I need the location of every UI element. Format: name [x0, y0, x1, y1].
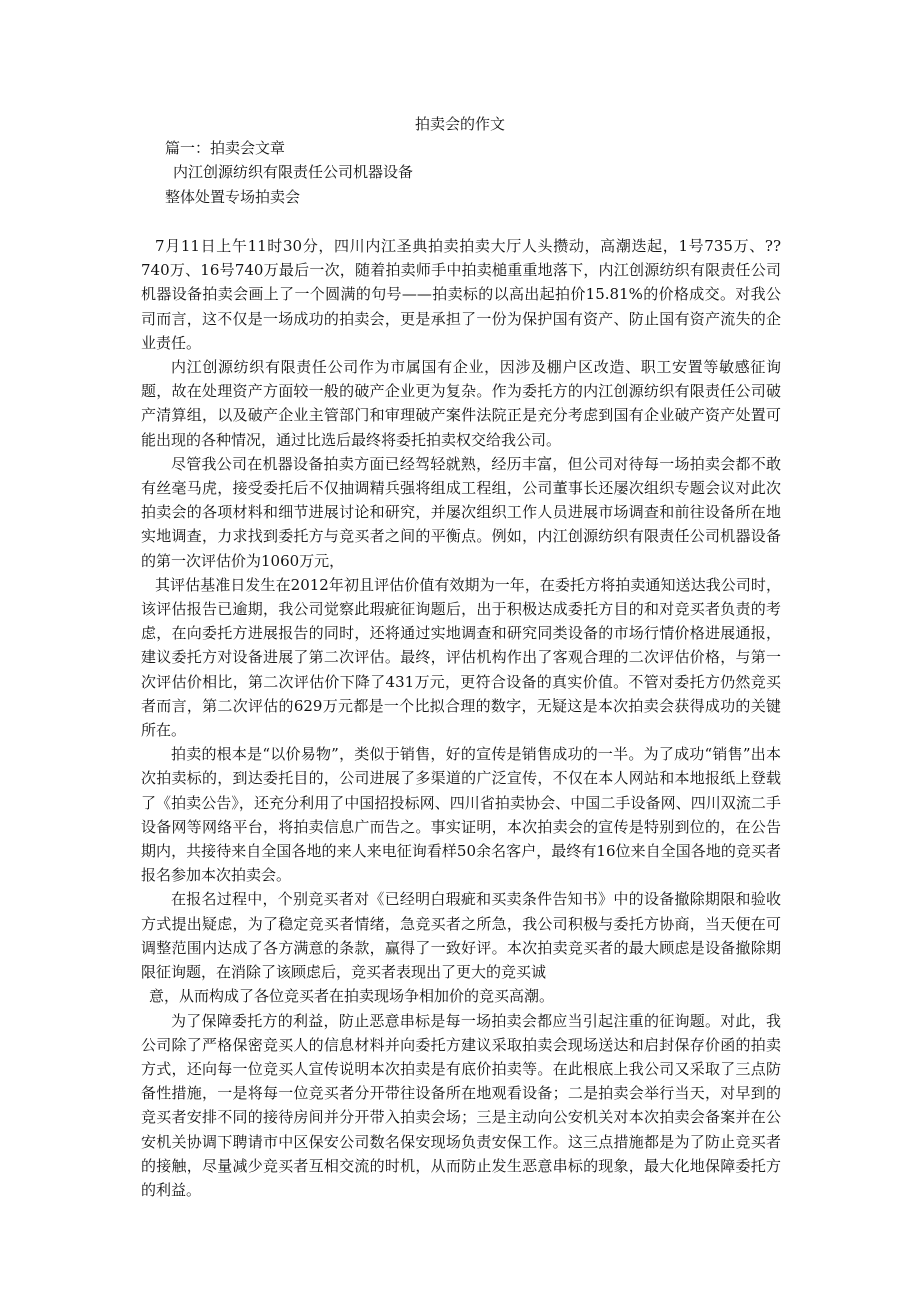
paragraph-1: 7月11日上午11时30分，四川内江圣典拍卖拍卖大厅人头攒动，高潮迭起，1号735万、??740万、16号740万最后一次，随着拍卖师手中拍卖槌重重地落下，内江创源纺织有限责任公司机器设备拍卖会画上了一个圆满的句号——拍卖标的以高出起拍价15.81%的价格成交。对我公司而言，这不仅是一场成功的拍卖会，更是承担了一份为保护国有资产、防止国有资产流失的企业责任。	[141, 237, 781, 352]
subheading-auction: 整体处置专场拍卖会	[165, 188, 301, 206]
document-body	[141, 234, 781, 1202]
paragraph-8: 为了保障委托方的利益，防止恶意串标是每一场拍卖会都应当引起注重的征询题。对此，我公司除了严格保密竞买人的信息材料并向委托方建议采取拍卖会现场送达和启封保存价函的拍卖方式，还向每一位竞买人宣传说明本次拍卖是有底价拍卖等。在此根底上我公司又采取了三点防备性措施，一是将每一位竞买者分开带往设备所在地观看设备；二是拍卖会举行当天，对早到的竞买者安排不同的接待房间并分开带入拍卖会场；三是主动向公安机关对本次拍卖会备案并在公安机关协调下聘请市中区保安公司数名保安现场负责安保工作。这三点措施都是为了防止竞买者的接触，尽量减少竞买者互相交流的时机，从而防止发生恶意串标的现象，最大化地保障委托方的利益。	[141, 1011, 781, 1199]
paragraph-5: 拍卖的根本是“以价易物”，类似于销售，好的宣传是销售成功的一半。为了成功“销售”出本次拍卖标的，到达委托目的，公司进展了多渠道的广泛宣传，不仅在本人网站和本地报纸上登载了《拍卖公告》，还充分利用了中国招投标网、四川省拍卖协会、中国二手设备网、四川双流二手设备网等网络平台，将拍卖信息广而告之。事实证明，本次拍卖会的宣传是特别到位的，在公告期内，共接待来自全国各地的来人来电征询看样50余名客户，最终有16位来自全国各地的竞买者报名参加本次拍卖会。	[141, 745, 781, 885]
paragraph-6: 在报名过程中，个别竞买者对《已经明白瑕疵和买卖条件告知书》中的设备撤除期限和验收方式提出疑虑，为了稳定竞买者情绪，急竞买者之所急，我公司积极与委托方协商，当天便在可调整范围内达成了各方满意的条款，赢得了一致好评。本次拍卖竞买者的最大顾虑是设备撤除期限征询题，在消除了该顾虑后，竞买者表现出了更大的竞买诚	[141, 890, 781, 982]
paragraph-7: 意，从而构成了各位竞买者在拍卖现场争相加价的竞买高潮。	[149, 987, 555, 1006]
paragraph-3: 尽管我公司在机器设备拍卖方面已经驾轻就熟，经历丰富，但公司对待每一场拍卖会都不敢有丝毫马虎，接受委托后不仅抽调精兵强将组成工程组，公司董事长还屡次组织专题会议对此次拍卖会的各项材料和细节进展讨论和研究，并屡次组织工作人员进展市场调查和前往设备所在地实地调查，力求找到委托方与竞买者之间的平衡点。例如，内江创源纺织有限责任公司机器设备的第一次评估价为1060万元，	[141, 454, 781, 570]
document-title: 拍卖会的作文	[414, 115, 505, 133]
subheading-company: 内江创源纺织有限责任公司机器设备	[173, 163, 414, 181]
paragraph-2: 内江创源纺织有限责任公司作为市属国有企业，因涉及棚户区改造、职工安置等敏感征询题，故在处理资产方面较一般的破产企业更为复杂。作为委托方的内江创源纺织有限责任公司破产清算组，以及破产企业主管部门和审理破产案件法院正是充分考虑到国有企业破产资产处置可能出现的各种情况，通过比选后最终将委托拍卖权交给我公司。	[141, 358, 781, 449]
section-heading: 篇一：拍卖会文章	[165, 139, 286, 157]
paragraph-4: 其评估基准日发生在2012年初且评估价值有效期为一年，在委托方将拍卖通知送达我公司时，该评估报告已逾期，我公司觉察此瑕疵征询题后，出于积极达成委托方目的和对竞买者负责的考虑，在向委托方进展报告的同时，还将通过实地调查和研究同类设备的市场行情价格进展通报，建议委托方对设备进展了第二次评估。最终，评估机构作出了客观合理的二次评估价格，与第一次评估价相比，第二次评估价下降了431万元，更符合设备的真实价值。不管对委托方仍然竞买者而言，第二次评估的629万元都是一个比拟合理的数字，无疑这是本次拍卖会获得成功的关键所在。	[141, 575, 781, 740]
